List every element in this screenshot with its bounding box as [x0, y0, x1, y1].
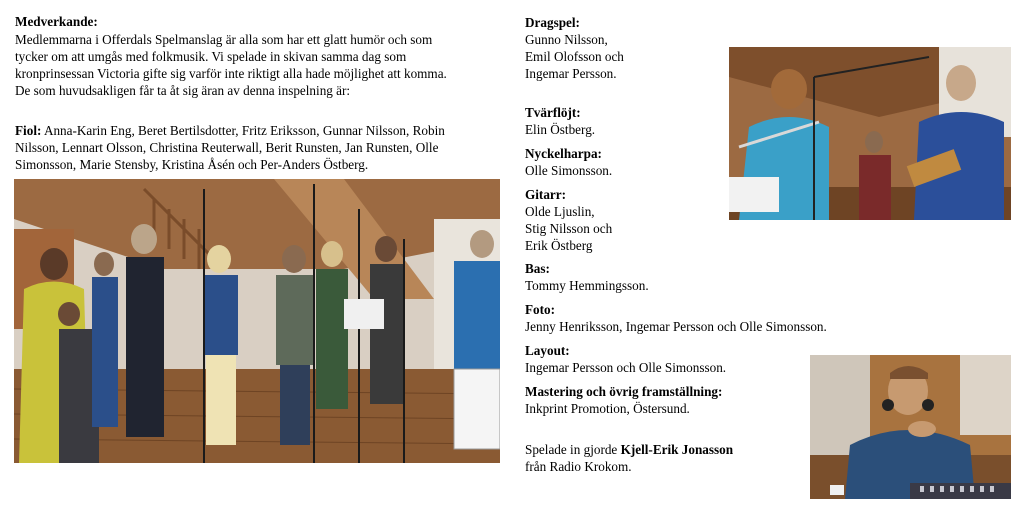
- group-photo: [14, 179, 500, 463]
- credit-label: Mastering och övrig framställning:: [525, 384, 723, 399]
- credit-foto: [525, 301, 905, 335]
- credit-line: Olle Simonsson.: [525, 163, 613, 178]
- credit-label: Gitarr:: [525, 187, 567, 202]
- intro-paragraph: [15, 31, 505, 99]
- intro-line: De som huvudsakligen får ta åt sig äran av denna inspelning är:: [15, 83, 351, 98]
- fiol-paragraph: [15, 122, 505, 173]
- credit-line: Inkprint Promotion, Östersund.: [525, 401, 690, 416]
- recording-prefix: Spelade in gjorde: [525, 442, 621, 457]
- credit-label: Layout:: [525, 343, 570, 358]
- flute-photo: [729, 47, 1011, 220]
- heading-text: Medverkande:: [15, 14, 98, 29]
- credit-line: Olde Ljuslin,: [525, 204, 595, 219]
- fiol-label: Fiol:: [15, 123, 42, 138]
- credit-line: Stig Nilsson och: [525, 221, 613, 236]
- intro-line: tycker om att umgås med folkmusik. Vi spelade in skivan samma dag som: [15, 49, 407, 64]
- fiol-line: Nilsson, Lennart Olsson, Christina Reuterwall, Berit Runsten, Jan Runsten, Olle: [15, 140, 439, 155]
- recording-name: Kjell-Erik Jonasson: [620, 442, 734, 457]
- intro-line: Medlemmarna i Offerdals Spelmanslag är alla som har ett glatt humör och som: [15, 32, 433, 47]
- credit-line: Elin Östberg.: [525, 122, 596, 137]
- credit-label: Dragspel:: [525, 15, 580, 30]
- intro-line: kronprinsessan Victoria gifte sig varför inte riktigt alla hade möjlighet att komma.: [15, 66, 447, 81]
- credit-label: Nyckelharpa:: [525, 146, 602, 161]
- credit-line: Jenny Henriksson, Ingemar Persson och Olle Simonsson.: [525, 319, 827, 334]
- credit-label: Foto:: [525, 302, 556, 317]
- credit-line: Ingemar Persson och Olle Simonsson.: [525, 360, 727, 375]
- credit-label: Tvärflöjt:: [525, 105, 581, 120]
- fiol-line: Anna-Karin Eng, Beret Bertilsdotter, Fritz Eriksson, Gunnar Nilsson, Robin: [41, 123, 445, 138]
- credit-bas: [525, 260, 905, 294]
- fiol-line: Simonsson, Marie Stensby, Kristina Åsén och Per-Anders Östberg.: [15, 157, 369, 172]
- credit-line: Gunno Nilsson,: [525, 32, 608, 47]
- engineer-photo: [810, 355, 1011, 499]
- credit-line: Erik Östberg: [525, 238, 593, 253]
- credit-line: Tommy Hemmingsson.: [525, 278, 649, 293]
- credit-label: Bas:: [525, 261, 550, 276]
- recording-line: från Radio Krokom.: [525, 459, 632, 474]
- credit-line: Ingemar Persson.: [525, 66, 617, 81]
- credit-line: Emil Olofsson och: [525, 49, 624, 64]
- participants-heading: [15, 13, 98, 30]
